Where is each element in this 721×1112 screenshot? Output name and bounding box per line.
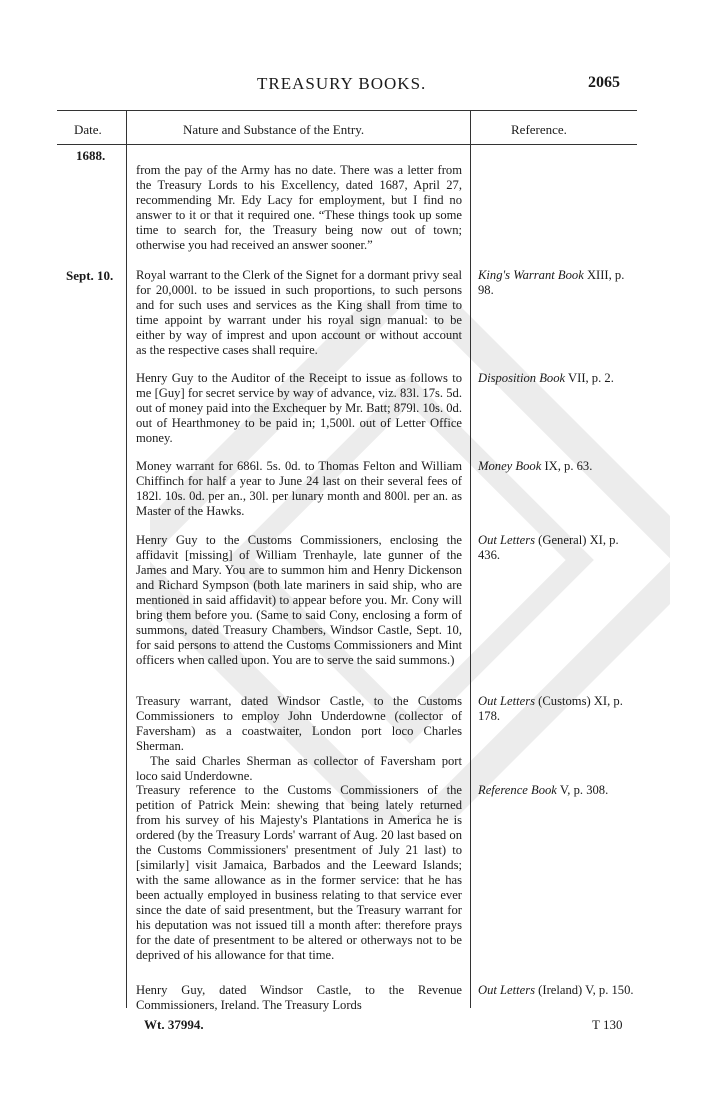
entry-date: 1688.	[76, 148, 106, 163]
entry-text: Henry Guy to the Customs Commissioners, enclosing the affidavit [missing] of William Trenhayle, late gunner of the James and Mary. You are to summon him and Henry Dickenson and Richard Sympson (both late mariners in said ship, who are mentioned in said affidavit) to appear before you. Mr. Cony will bring them before you. (Same to said Cony, enclosing a form of summons, dated Treasury Chambers, Windsor Castle, Sept. 10, for said persons to attend the Customs Commissioners and Mint officers when called upon. You are to serve the said summons.)	[136, 533, 462, 667]
entry-reference	[478, 459, 640, 474]
entry-date: Sept. 10.	[66, 268, 114, 283]
entry-text: Henry Guy to the Auditor of the Receipt to issue as follows to me [Guy] for secret service by way of advance, viz. 83l. 17s. 5d. out of money paid into the Exchequer by Mr. Batt; 879l. 10s. 0d. out of Hearthmoney to be paid in; 1,500l. out of Letter Office money.	[136, 371, 462, 445]
entry-reference	[478, 783, 640, 798]
entry-text: Treasury reference to the Customs Commissioners of the petition of Patrick Mein: shewing that being lately returned from his survey of his Majesty's Plantations in America he is ordered (by the Treasury Lords' warrant of Aug. 20 last based on the Customs Commissioners' presentment of July 21 last) to [similarly] visit Jamaica, Barbados and the Leeward Islands; with the same allowance as in the former service: that he has been actually employed in business relating to that service ever since the date of said presentment, but the Treasury warrant for his deputation was not issued till a month after: therefore prays for the date of presentment to be altered or otherways not to be deprived of his allowance for that time.	[136, 783, 462, 962]
entry-text: Henry Guy, dated Windsor Castle, to the Revenue Commissioners, Ireland. The Treasury Lords	[136, 983, 462, 1012]
entry-text: Royal warrant to the Clerk of the Signet for a dormant privy seal for 20,000l. to be issued in such proportions, to such persons and for such uses and services as the King shall from time to time appoint by warrant under his royal sign manual: to be either by way of imprest and upon account or without account as the respective cases shall require.	[136, 268, 462, 357]
reference-detail: IX, p. 63.	[541, 459, 593, 473]
reference-detail: (Ireland) V, p. 150.	[535, 983, 634, 997]
signature-mark: T 130	[592, 1017, 623, 1032]
page-header	[0, 74, 721, 98]
column-header-reference: Reference.	[511, 122, 567, 137]
column-header-nature: Nature and Substance of the Entry.	[183, 122, 365, 137]
table-head-rule	[57, 144, 637, 145]
running-title: TREASURY BOOKS.	[257, 74, 427, 93]
reference-column-rule	[470, 110, 471, 1008]
entry-text	[136, 694, 462, 784]
entry-reference	[478, 371, 640, 386]
entry-paragraph: The said Charles Sherman as collector of Faversham port loco said Underdowne.	[136, 754, 462, 783]
reference-book: Disposition Book	[478, 371, 566, 385]
entry-text: Money warrant for 686l. 5s. 0d. to Thomas Felton and William Chiffinch for half a year to June 24 last on their several fees of 182l. 10s. 0d. per an., 30l. per lunary month and 800l. per an. as Master of the Hawks.	[136, 459, 462, 518]
reference-detail: V, p. 308.	[556, 783, 609, 797]
reference-detail: VII, p. 2.	[565, 371, 614, 385]
reference-book: Money Book	[478, 459, 542, 473]
reference-book: Reference Book	[478, 783, 557, 797]
reference-detail: XIII, p. 98.	[478, 268, 625, 297]
page-number: 2065	[588, 74, 620, 91]
date-column-rule	[126, 110, 127, 1008]
reference-book: Out Letters	[478, 983, 536, 997]
reference-detail: (Customs) XI, p. 178.	[478, 694, 623, 723]
entry-reference	[478, 533, 640, 563]
entry-reference	[478, 268, 640, 298]
printer-mark: Wt. 37994.	[144, 1017, 204, 1032]
reference-book: Out Letters	[478, 694, 536, 708]
entry-reference	[478, 983, 640, 998]
entry-paragraph: Treasury warrant, dated Windsor Castle, to the Customs Commissioners to employ John Underdowne (collector of Faversham) as a coastwaiter, London port loco Charles Sherman.	[136, 694, 462, 753]
column-header-date: Date.	[74, 122, 102, 137]
reference-book: Out Letters	[478, 533, 536, 547]
entry-reference	[478, 694, 640, 724]
table-top-rule	[57, 110, 637, 111]
reference-detail: (General) XI, p. 436.	[478, 533, 619, 562]
reference-book: King's Warrant Book	[478, 268, 584, 282]
entry-text: from the pay of the Army has no date. There was a letter from the Treasury Lords to his Excellency, dated 1687, April 27, recommending Mr. Edy Lacy for employment, but I find no answer to it or that it required one. “These things took up some time to search for, the Treasury being now out of town; otherwise you had received an answer sooner.”	[136, 163, 462, 252]
